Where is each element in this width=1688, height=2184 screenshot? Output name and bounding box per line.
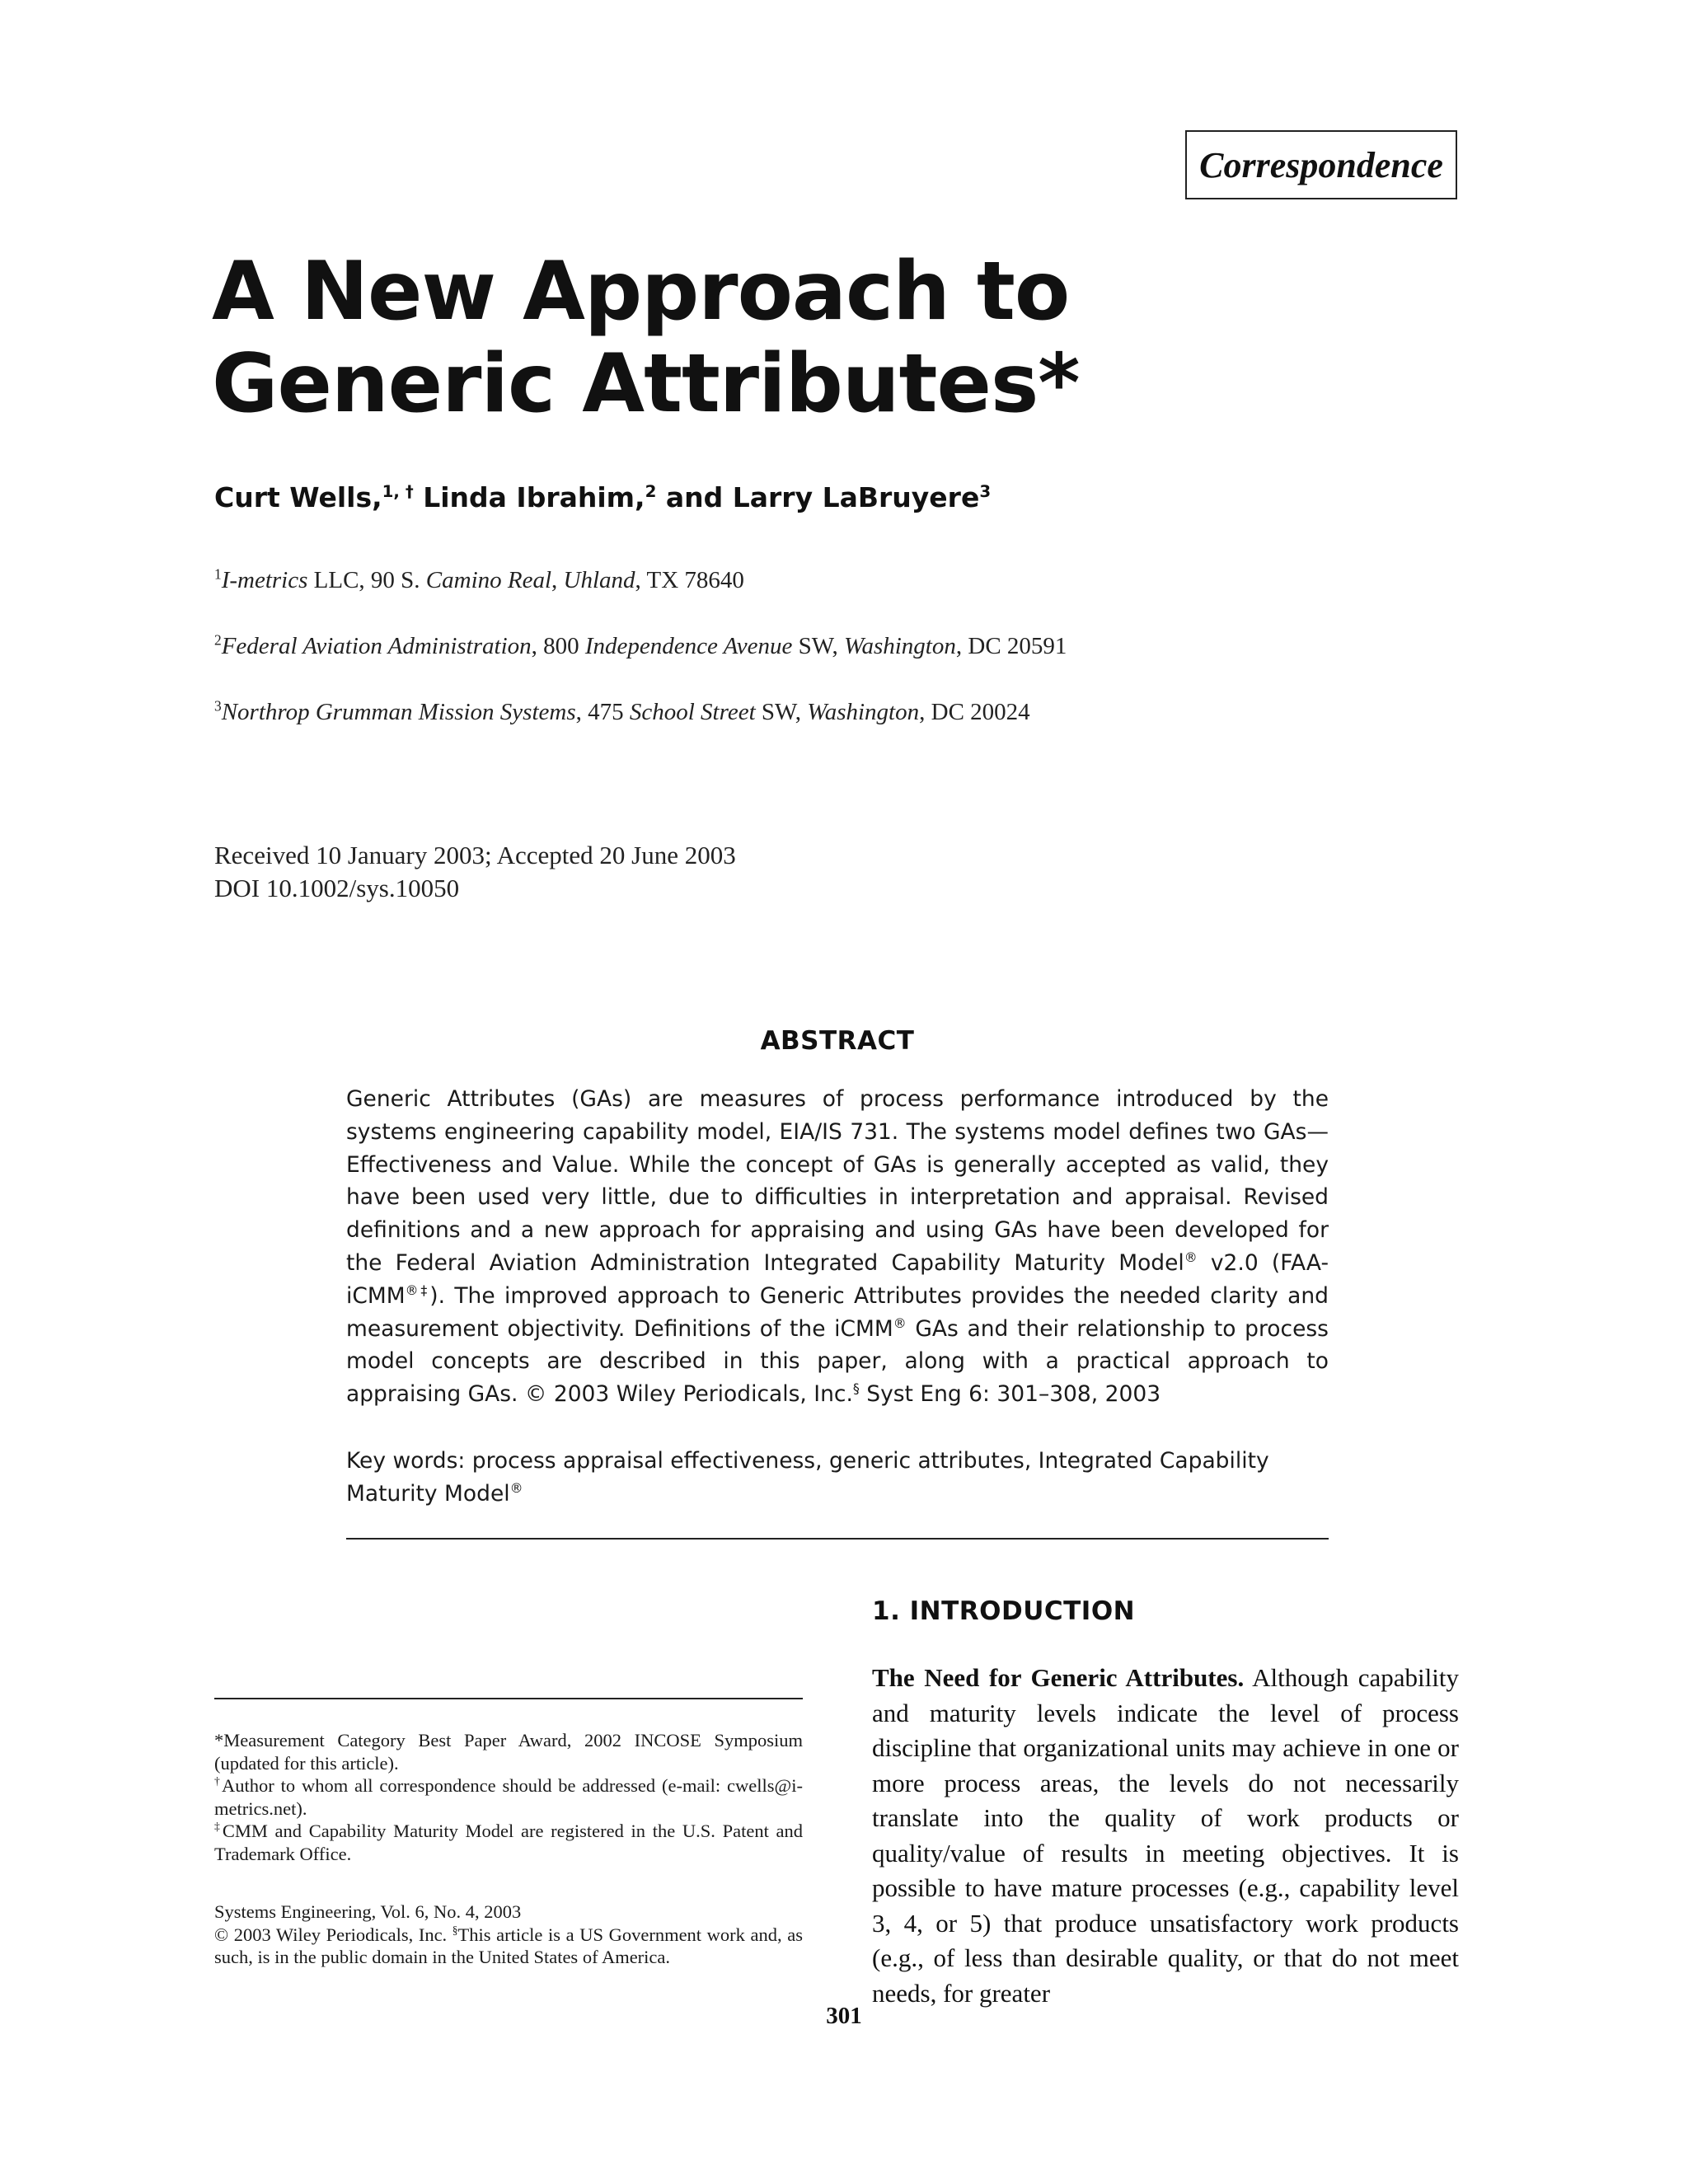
public-domain-text: This article is a US Government work and, as such, is in the public domain in the United States of America. — [214, 1924, 803, 1967]
keywords — [346, 1445, 1329, 1511]
author-labruyere-marks: 3 — [979, 482, 992, 501]
affiliation-2-text: , 800 — [531, 633, 585, 659]
registered-mark: ® — [1184, 1249, 1198, 1266]
footnote-trademark-text: CMM and Capability Maturity Model are registered in the U.S. Patent and Trademark Office. — [214, 1821, 803, 1864]
section-mark: § — [452, 1924, 458, 1936]
affiliation-2-org: Federal Aviation Administration — [221, 633, 532, 659]
received-accepted: Received 10 January 2003; Accepted 20 June 2003 — [214, 841, 736, 869]
dagger-mark: † — [214, 1774, 222, 1788]
affiliation-1-street: Camino Real — [425, 567, 552, 593]
abstract-part-2: v2.0 (FAA-iCMM — [346, 1249, 1329, 1309]
abstract-part-3: ). The improved approach to Generic Attributes provides the needed clarity and measurement objectivity. Definitions of the iCMM — [346, 1282, 1329, 1342]
affiliation-1-number: 1 — [214, 565, 222, 583]
paragraph-lead: The Need for Generic Attributes. — [872, 1663, 1245, 1692]
footnotes — [214, 1729, 803, 1865]
affiliation-1-org: I-metrics — [221, 567, 308, 593]
abstract-citation: Syst Eng 6: 301–308, 2003 — [859, 1381, 1161, 1408]
author-wells: Curt Wells, — [214, 481, 382, 513]
section-tag: Correspondence — [1185, 130, 1457, 199]
title-line-2: Generic Attributes* — [212, 337, 1080, 431]
abstract-part-4: GAs and their relationship to process model concepts are described in this paper, along with a practical approach to appraising GAs. © 2003 Wiley Periodicals, Inc. — [346, 1315, 1329, 1408]
footnote-correspondence-text: Author to whom all correspondence should be addressed (e-mail: cwells@i-metrics.net). — [214, 1775, 803, 1819]
affiliation-1-city: Uhland — [563, 567, 635, 593]
author-ibrahim: Linda Ibrahim, — [413, 481, 645, 513]
affiliation-3-org: Northrop Grumman Mission Systems — [221, 699, 576, 725]
affiliation-3-sep: SW, — [755, 699, 808, 725]
article-title — [212, 246, 1201, 430]
author-labruyere: and Larry LaBruyere — [656, 481, 980, 513]
registered-mark: ® — [893, 1315, 907, 1331]
affiliation-3-text: , 475 — [575, 699, 630, 725]
author-wells-marks: 1, † — [382, 482, 414, 501]
publication-history — [214, 839, 736, 905]
registered-dagger-mark: ®‡ — [405, 1282, 430, 1298]
affiliation-1 — [214, 567, 744, 594]
section-mark: § — [852, 1380, 860, 1397]
abstract-text — [346, 1083, 1329, 1411]
affiliation-2 — [214, 633, 1067, 660]
affiliation-3-tail: , DC 20024 — [919, 699, 1030, 725]
abstract-part-1: Generic Attributes (GAs) are measures of process performance introduced by the systems engineering capability model, EIA/IS 731. The systems model defines two GAs—Effectiveness and Value. While the concept of GAs is generally accepted as valid, they have been used very little, due to difficulties in interpretation and appraisal. Revised definitions and a new approach for appraising and using GAs have been developed for the Federal Aviation Administration Integrated Capability Maturity Model — [346, 1086, 1329, 1276]
affiliation-1-sep: , — [551, 567, 564, 593]
author-ibrahim-marks: 2 — [645, 482, 657, 501]
footnote-award: *Measurement Category Best Paper Award, 2002 INCOSE Symposium (updated for this article). — [214, 1730, 803, 1774]
affiliation-2-sep: SW, — [792, 633, 844, 659]
footnote-trademark — [214, 1820, 803, 1865]
affiliation-2-street: Independence Avenue — [584, 633, 793, 659]
doi: DOI 10.1002/sys.10050 — [214, 874, 460, 902]
paragraph-text: Although capability and maturity levels indicate the level of process discipline that organizational units may achieve in one or more process areas, the levels do not necessarily translate into the quality of work products or quality/value of results in meeting objectives. It is possible to have mature processes (e.g., capability level 3, 4, or 5) that produce unsatisfactory work products (e.g., of less than desirable quality, or that do not meet needs, for greater — [872, 1663, 1459, 2008]
abstract-heading: ABSTRACT — [760, 1026, 915, 1056]
title-line-1: A New Approach to — [212, 245, 1070, 339]
affiliation-1-text: LLC, 90 S. — [307, 567, 426, 593]
affiliation-3-city: Washington — [807, 699, 920, 725]
affiliation-2-tail: , DC 20591 — [955, 633, 1067, 659]
footnote-divider — [214, 1698, 803, 1699]
section-heading-introduction: 1. INTRODUCTION — [872, 1596, 1136, 1626]
affiliation-1-tail: , TX 78640 — [635, 567, 744, 593]
author-list — [214, 481, 991, 513]
page-number: 301 — [826, 2003, 862, 2029]
registered-mark: ® — [509, 1479, 523, 1496]
keywords-text: Key words: process appraisal effectiveness, generic attributes, Integrated Capability Maturity Model — [346, 1448, 1269, 1507]
affiliation-3-number: 3 — [214, 697, 222, 715]
affiliation-2-number: 2 — [214, 631, 222, 649]
abstract-divider — [346, 1538, 1329, 1540]
affiliation-3-street: School Street — [629, 699, 756, 725]
double-dagger-mark: ‡ — [214, 1820, 223, 1833]
copyright-notice — [214, 1924, 803, 1969]
copyright-text: © 2003 Wiley Periodicals, Inc. — [214, 1924, 452, 1945]
journal-info — [214, 1900, 803, 1969]
affiliation-2-city: Washington — [843, 633, 956, 659]
affiliation-3 — [214, 699, 1030, 726]
introduction-paragraph — [872, 1661, 1459, 2011]
journal-citation: Systems Engineering, Vol. 6, No. 4, 2003 — [214, 1901, 522, 1922]
footnote-correspondence — [214, 1774, 803, 1820]
